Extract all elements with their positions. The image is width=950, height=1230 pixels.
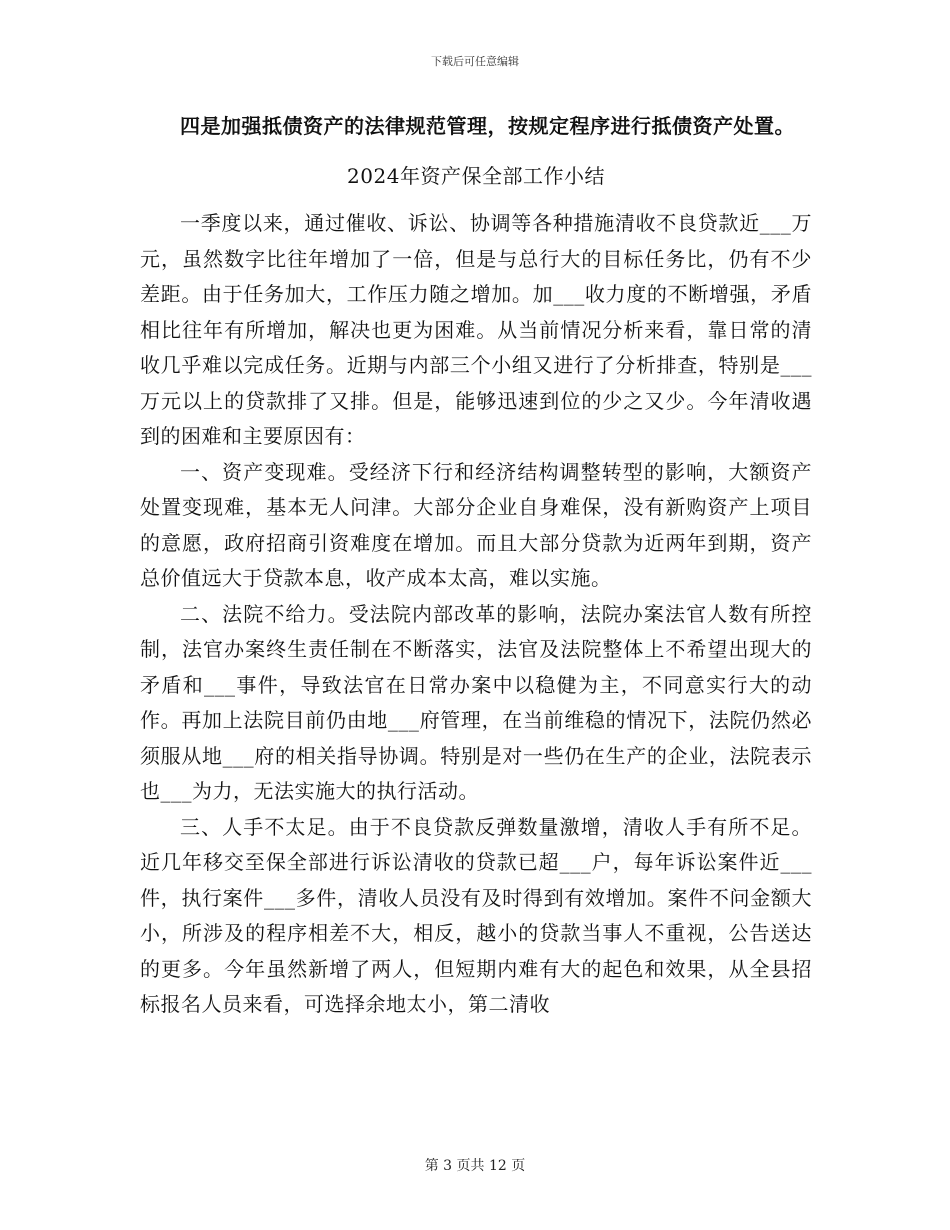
paragraph-asset-liquidation: 一、资产变现难。受经济下行和经济结构调整转型的影响，大额资产处置变现难，基本无人问津。大部分企业自身难保，没有新购资产上项目的意愿，政府招商引资难度在增加。而且大部分贷款为近两年到期，资产总价值远大于贷款本息，收产成本太高，难以实施。 (140, 459, 812, 590)
document-body (140, 108, 812, 1023)
page-number: 第 3 页共 12 页 (424, 1158, 526, 1174)
paragraph-staffing: 三、人手不太足。由于不良贷款反弹数量激增，清收人手有所不足。近几年移交至保全部进行诉讼清收的贷款已超___户，每年诉讼案件近___件，执行案件___多件，清收人员没有及时得到有效增加。案件不问金额大小，所涉及的程序相差不大，相反，越小的贷款当事人不重视，公告送达的更多。今年虽然新增了两人，但短期内难有大的起色和效果，从全县招标报名人员来看，可选择余地太小，第二清收 (140, 814, 812, 1016)
page-header: 下载后可任意编辑 (431, 55, 519, 68)
paragraph-summary: 一季度以来，通过催收、诉讼、协调等各种措施清收不良贷款近___万元，虽然数字比往年增加了一倍，但是与总行大的目标任务比，仍有不少差距。由于任务加大，工作压力随之增加。加___收力度的不断增强，矛盾相比往年有所增加，解决也更为困难。从当前情况分析来看，靠日常的清收几乎难以完成任务。近期与内部三个小组又进行了分析排查，特别是___万元以上的贷款排了又排。但是，能够迅速到位的少之又少。今年清收遇到的困难和主要原因有： (140, 211, 812, 448)
paragraph-court: 二、法院不给力。受法院内部改革的影响，法院办案法官人数有所控制，法官办案终生责任制在不断落实，法官及法院整体上不希望出现大的矛盾和___事件，导致法官在日常办案中以稳健为主，不同意实行大的动作。再加上法院目前仍由地___府管理，在当前维稳的情况下，法院仍然必须服从地___府的相关指导协调。特别是对一些仍在生产的企业，法院表示也___为力，无法实施大的执行活动。 (140, 601, 812, 803)
document-title: 2024年资产保全部工作小结 (347, 164, 605, 188)
intro-bold-paragraph: 四是加强抵债资产的法律规范管理，按规定程序进行抵债资产处置。 (180, 114, 795, 138)
